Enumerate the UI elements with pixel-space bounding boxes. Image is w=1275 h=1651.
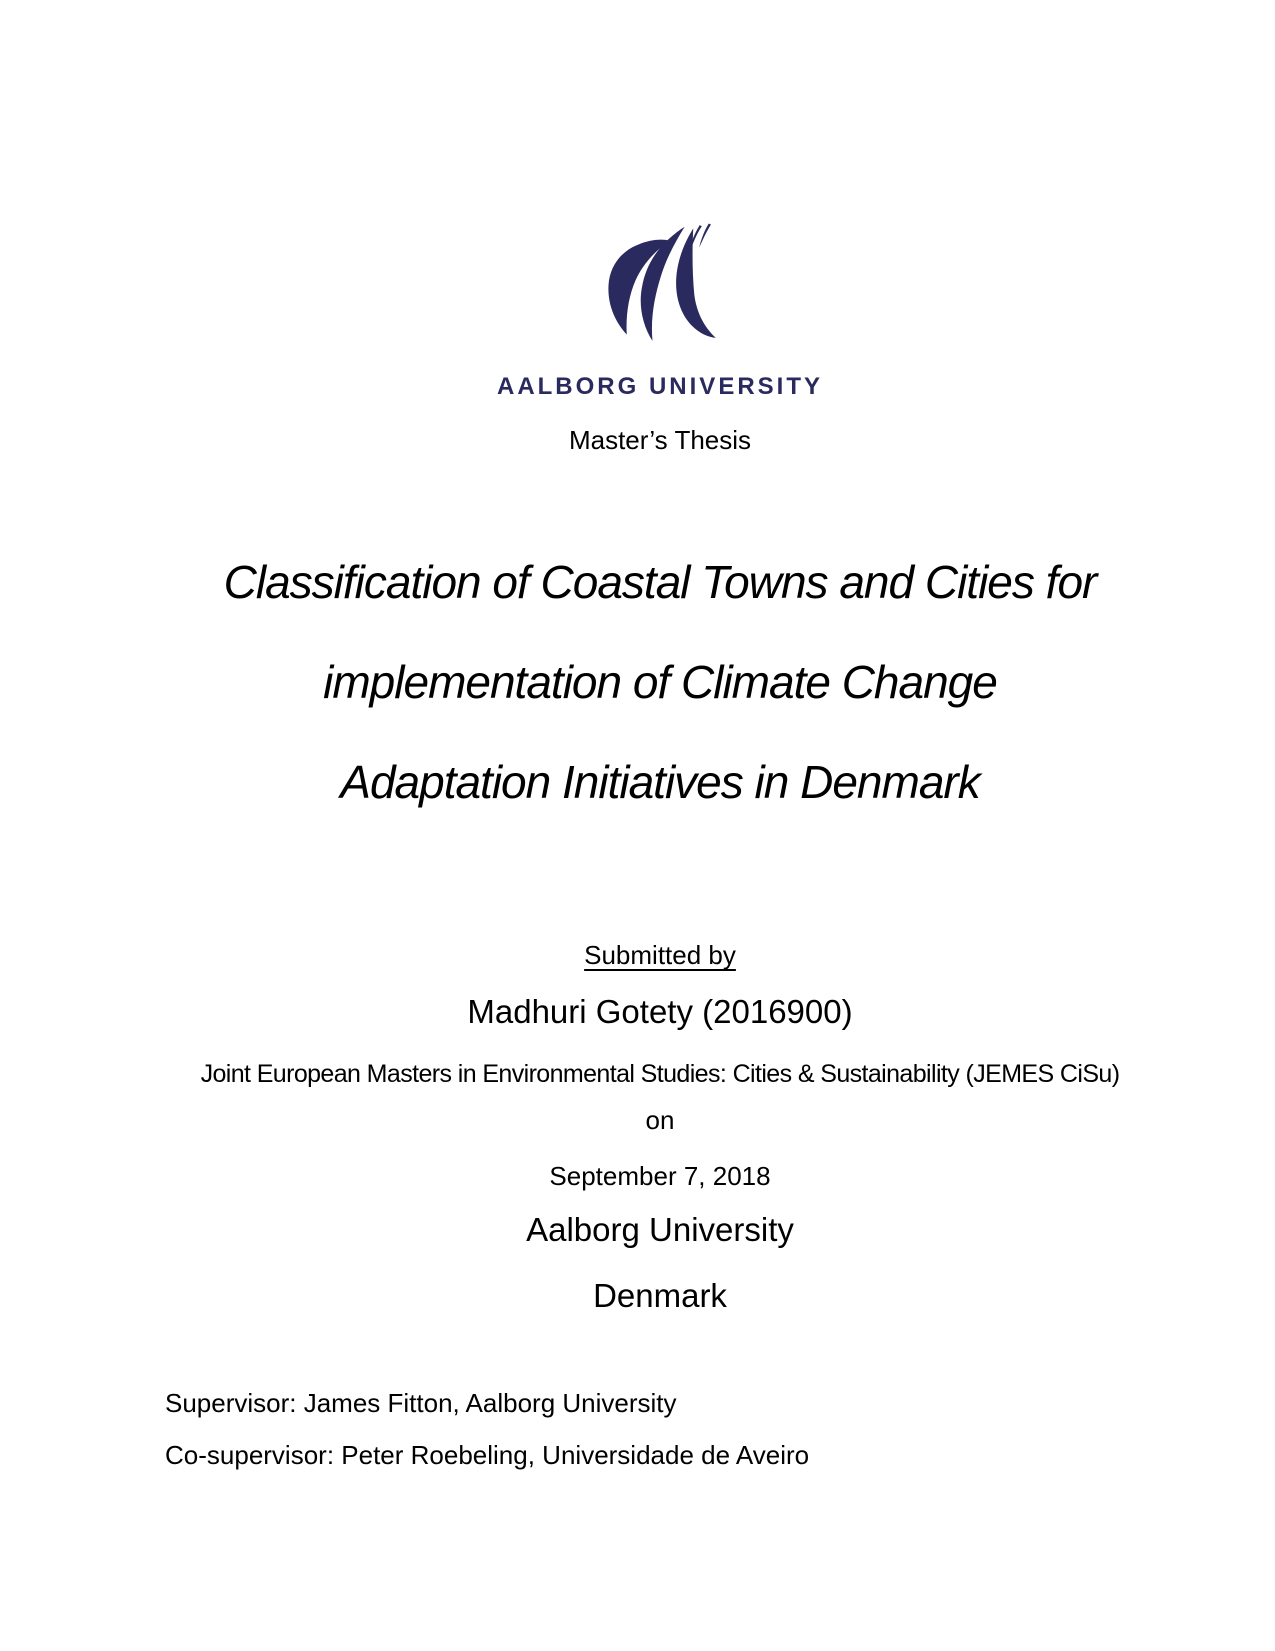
- institution-name: Aalborg University: [526, 1211, 794, 1248]
- aalborg-university-logo-icon: [601, 222, 719, 342]
- thesis-title: [165, 532, 1155, 832]
- co-supervisor-line: Co-supervisor: Peter Roebeling, Universidade de Aveiro: [165, 1440, 810, 1470]
- thesis-title-line-2: implementation of Climate Change: [323, 656, 997, 708]
- logo-block: [165, 222, 1155, 456]
- university-wordmark: AALBORG UNIVERSITY: [496, 373, 823, 400]
- program-name: Joint European Masters in Environmental Studies: Cities & Sustainability (JEMES CiSu): [200, 1060, 1120, 1088]
- date-preposition: on: [645, 1105, 675, 1135]
- submission-date: September 7, 2018: [549, 1161, 771, 1191]
- supervisor-block: [165, 1384, 1155, 1474]
- submission-block: [165, 938, 1155, 1318]
- author-name: Madhuri Gotety (2016900): [467, 993, 853, 1030]
- thesis-title-line-1: Classification of Coastal Towns and Cities for: [223, 556, 1097, 608]
- country-name: Denmark: [593, 1277, 727, 1314]
- supervisor-line: Supervisor: James Fitton, Aalborg University: [165, 1388, 677, 1418]
- document-type-label: Master’s Thesis: [568, 425, 752, 455]
- submitted-by-label: Submitted by: [584, 940, 736, 970]
- thesis-title-line-3: Adaptation Initiatives in Denmark: [340, 756, 980, 808]
- logo-swoosh-group: [608, 224, 715, 341]
- logo-swoosh-right: [676, 228, 716, 337]
